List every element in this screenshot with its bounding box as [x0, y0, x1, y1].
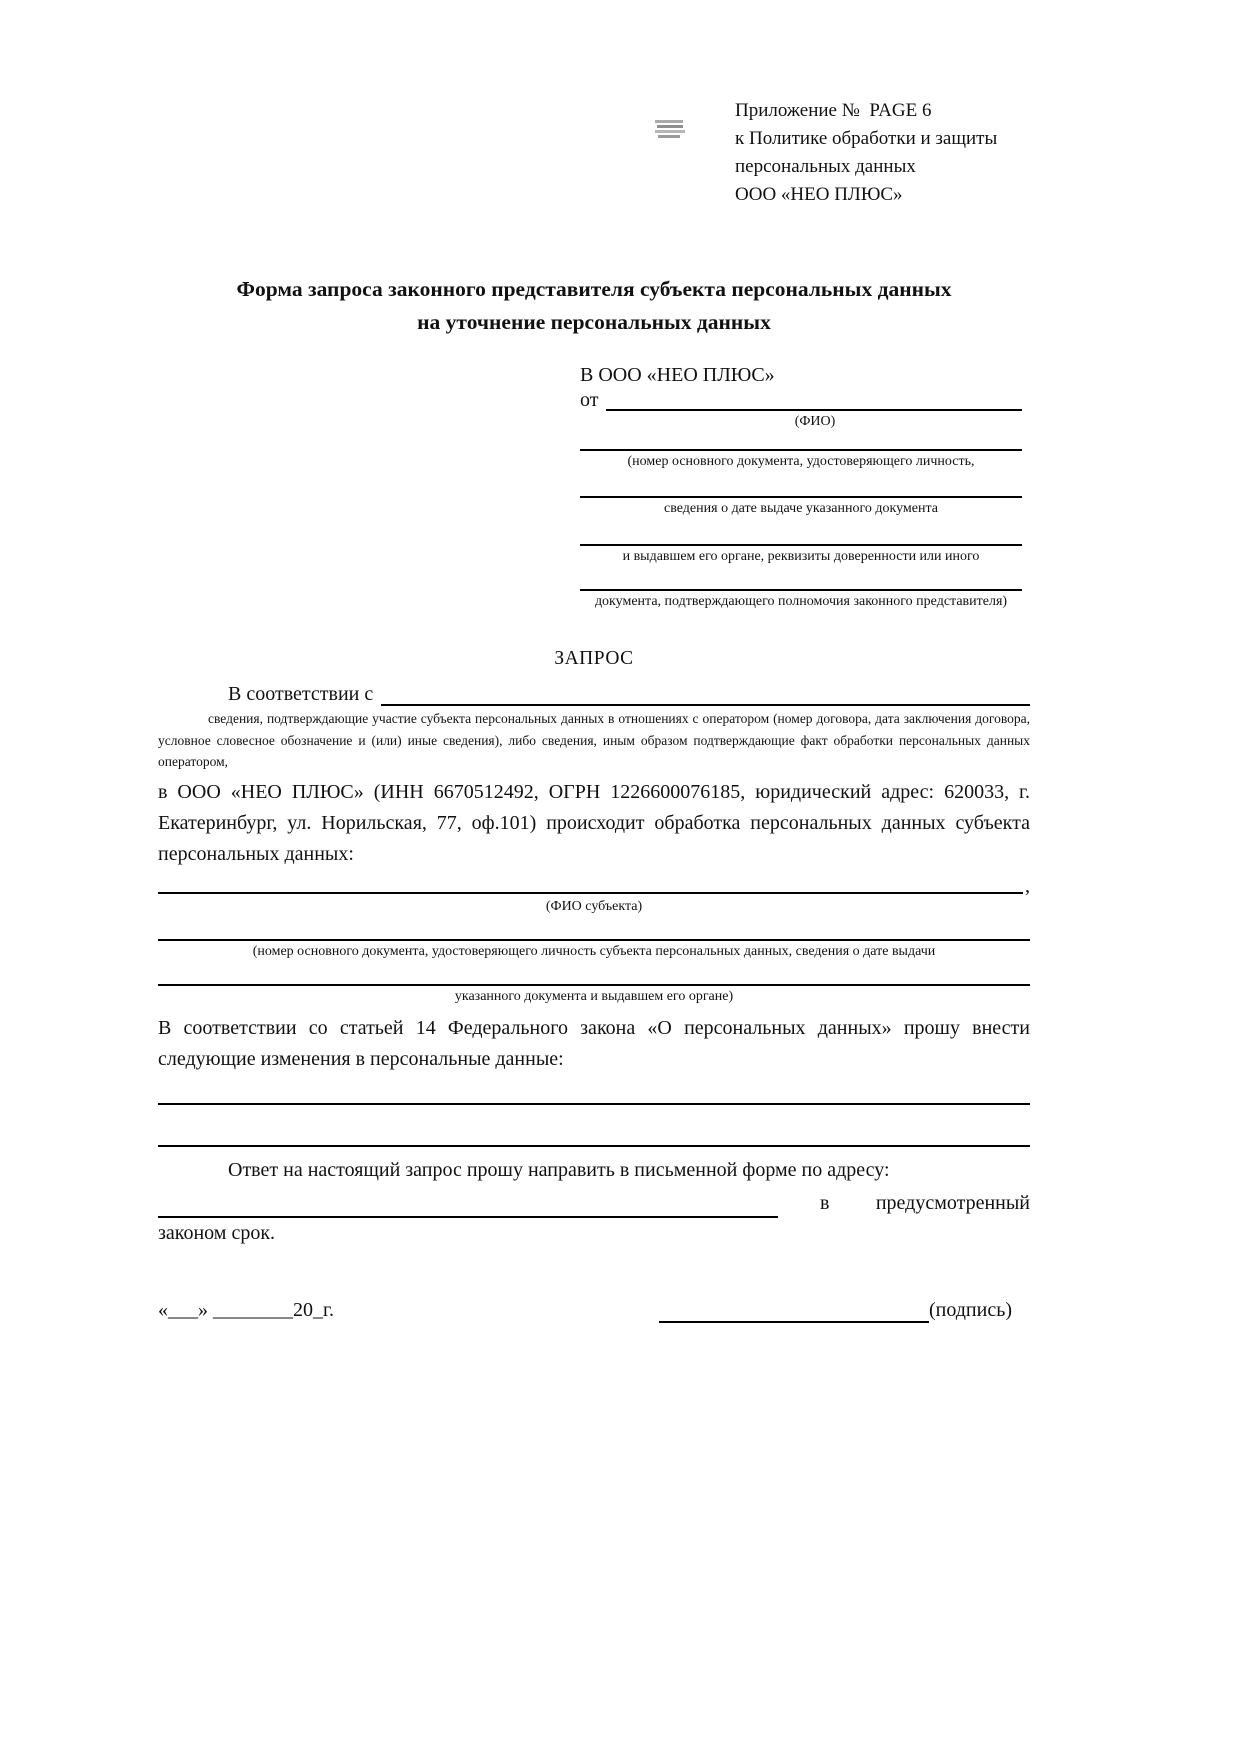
operator-paragraph: в ООО «НЕО ПЛЮС» (ИНН 6670512492, ОГРН 1226600076185, юридический адрес: 620033, г. Екатеринбург, ул. Норильская, 77, оф.101) происходит обработка персональных данных субъекта персональных данных:	[158, 780, 1030, 865]
signature-blank-line	[659, 1299, 929, 1323]
request-heading: ЗАПРОС	[554, 648, 634, 669]
footer-row	[158, 1297, 1030, 1323]
document-number-caption: (номер основного документа, удостоверяющего личность,	[627, 454, 975, 469]
intro-prefix: В соответствии с	[228, 683, 374, 705]
date-line: «___» ________20_г.	[158, 1298, 334, 1321]
title-line-1: Форма запроса законного представителя субъекта персональных данных	[236, 277, 952, 301]
from-label: от	[580, 389, 599, 411]
issuing-authority-blank-line	[580, 517, 1022, 546]
subject-document-caption: (номер основного документа, удостоверяющего личность субъекта персональных данных, сведения о дате выдачи	[252, 943, 936, 959]
answer-word-1: в	[820, 1191, 830, 1214]
issuing-authority-caption: и выдавшем его органе, реквизиты доверенности или иного	[622, 549, 980, 564]
subject-document-caption-2: указанного документа и выдавшем его органе)	[454, 988, 734, 1004]
signature-caption: (подпись)	[928, 1298, 1012, 1321]
representative-authority-caption: документа, подтверждающего полномочия законного представителя)	[594, 594, 1008, 609]
changes-blank-line-1	[158, 1075, 1030, 1105]
representative-authority-blank-line	[580, 565, 1022, 591]
header-appendix-line: Приложение № PAGE 6	[735, 100, 932, 121]
document-content	[158, 0, 1030, 1323]
header-block	[735, 97, 1030, 209]
document-number-blank-line	[580, 430, 1022, 451]
subject-fio-blank-line	[158, 892, 1023, 894]
fio-blank-line	[606, 409, 1022, 411]
header-company-line: ООО «НЕО ПЛЮС»	[735, 184, 903, 205]
issue-date-blank-line	[580, 470, 1022, 498]
trailing-comma: ,	[1025, 874, 1030, 897]
answer-paragraph: Ответ на настоящий запрос прошу направить в письменной форме по адресу:	[228, 1158, 890, 1181]
issue-date-caption: сведения о дате выдаче указанного документа	[664, 501, 938, 516]
address-blank-line	[158, 1188, 778, 1218]
subject-fio-caption: (ФИО субъекта)	[545, 898, 643, 914]
header-personal-data-line: персональных данных	[735, 156, 916, 177]
answer-word-2: предусмотренный	[875, 1191, 1030, 1214]
from-row	[580, 389, 1022, 411]
title-line-2: на уточнение персональных данных	[417, 310, 771, 334]
law-paragraph: В соответствии со статьей 14 Федерального закона «О персональных данных» прошу внести следующие изменения в персональные данные:	[158, 1016, 1030, 1070]
signature-group	[659, 1297, 1030, 1323]
answer-tail: законом срок.	[158, 1221, 276, 1244]
subject-fio-row	[158, 876, 1030, 896]
intro-blank-line	[381, 704, 1030, 706]
recipient-organization: В ООО «НЕО ПЛЮС»	[580, 364, 775, 386]
changes-blank-line-2	[158, 1105, 1030, 1147]
recipient-block	[580, 361, 1022, 610]
document-title	[158, 273, 1030, 339]
subject-document-blank-line-2	[158, 960, 1030, 986]
footnote-paragraph: сведения, подтверждающие участие субъекта персональных данных в отношениях с оператором (номер договора, дата заключения договора, условное словесное обозначение и (или) иные сведения), либо сведения, иным образом подтверждающие факт обработки персональных данных оператором,	[158, 711, 1030, 769]
header-policy-line: к Политике обработки и защиты	[735, 128, 998, 149]
address-row	[158, 1186, 1030, 1218]
fio-caption: (ФИО)	[794, 414, 836, 429]
intro-row	[158, 682, 1030, 706]
subject-document-blank-line	[158, 915, 1030, 941]
